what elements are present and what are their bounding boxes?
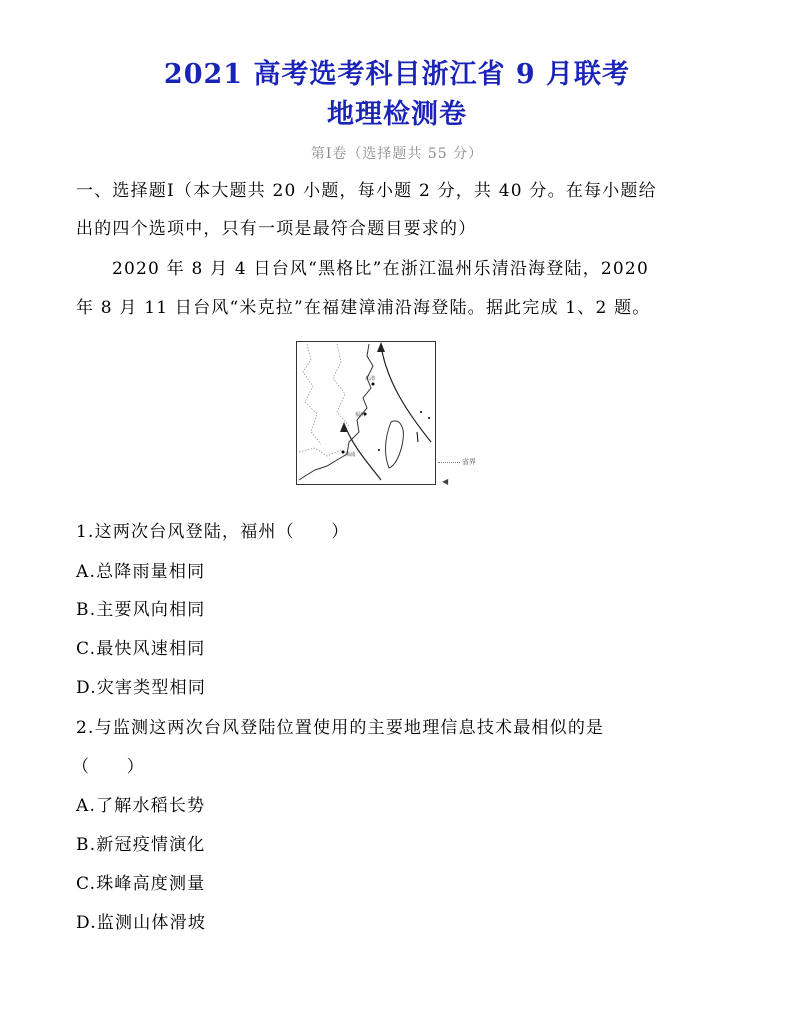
taiwan-island	[386, 421, 404, 468]
island-dot	[378, 449, 380, 451]
map-legend-line	[438, 462, 460, 463]
label-yueqing: 乐清	[365, 376, 376, 382]
island-dot	[428, 417, 430, 419]
typhoon-map	[296, 341, 436, 485]
passage-line-2: 年 8 月 11 日台风“米克拉”在福建漳浦沿海登陆。据此完成 1、2 题。	[76, 298, 651, 318]
question-1-option-d: D.灾害类型相同	[76, 678, 207, 698]
page-title-line-2: 地理检测卷	[327, 99, 467, 130]
question-1-option-b: B.主要风向相同	[76, 600, 206, 620]
section-heading: 第Ⅰ卷（选择题共 55 分）	[310, 146, 484, 162]
province-border	[333, 344, 349, 426]
label-zhangpu: 漳浦	[345, 452, 356, 458]
question-1-stem: 1.这两次台风登陆，福州（ ）	[76, 522, 350, 542]
province-border	[299, 448, 341, 456]
city-dot-yueqing	[372, 383, 375, 386]
map-legend-label: 省界	[462, 458, 476, 466]
label-fuzhou: 福州	[355, 412, 366, 418]
island-dot	[420, 411, 422, 413]
question-2-option-d: D.监测山体滑坡	[76, 913, 207, 933]
question-2-option-c: C.珠峰高度测量	[76, 874, 206, 894]
island-mark	[417, 432, 418, 442]
passage-line-1: 2020 年 8 月 4 日台风“黑格比”在浙江温州乐清沿海登陆，2020	[112, 259, 649, 279]
track-arrow-head	[377, 342, 385, 352]
instructions-line-1: 一、选择题Ⅰ（本大题共 20 小题，每小题 2 分，共 40 分。在每小题给	[76, 181, 657, 201]
question-2-option-b: B.新冠疫情演化	[76, 835, 206, 855]
question-1-option-c: C.最快风速相同	[76, 639, 206, 659]
question-2-stem-cont: （ ）	[72, 757, 145, 777]
question-2-option-a: A.了解水稻长势	[76, 796, 206, 816]
question-1-option-a: A.总降雨量相同	[76, 562, 206, 582]
typhoon-map-svg	[297, 342, 435, 484]
page-title-line-1: 2021 高考选考科目浙江省 9 月联考	[163, 59, 631, 90]
province-border	[303, 344, 321, 444]
question-2-stem: 2.与监测这两次台风登陆位置使用的主要地理信息技术最相似的是	[76, 718, 605, 738]
map-pointer-icon: ◀	[442, 477, 449, 486]
instructions-line-2: 出的四个选项中，只有一项是最符合题目要求的）	[76, 219, 477, 239]
